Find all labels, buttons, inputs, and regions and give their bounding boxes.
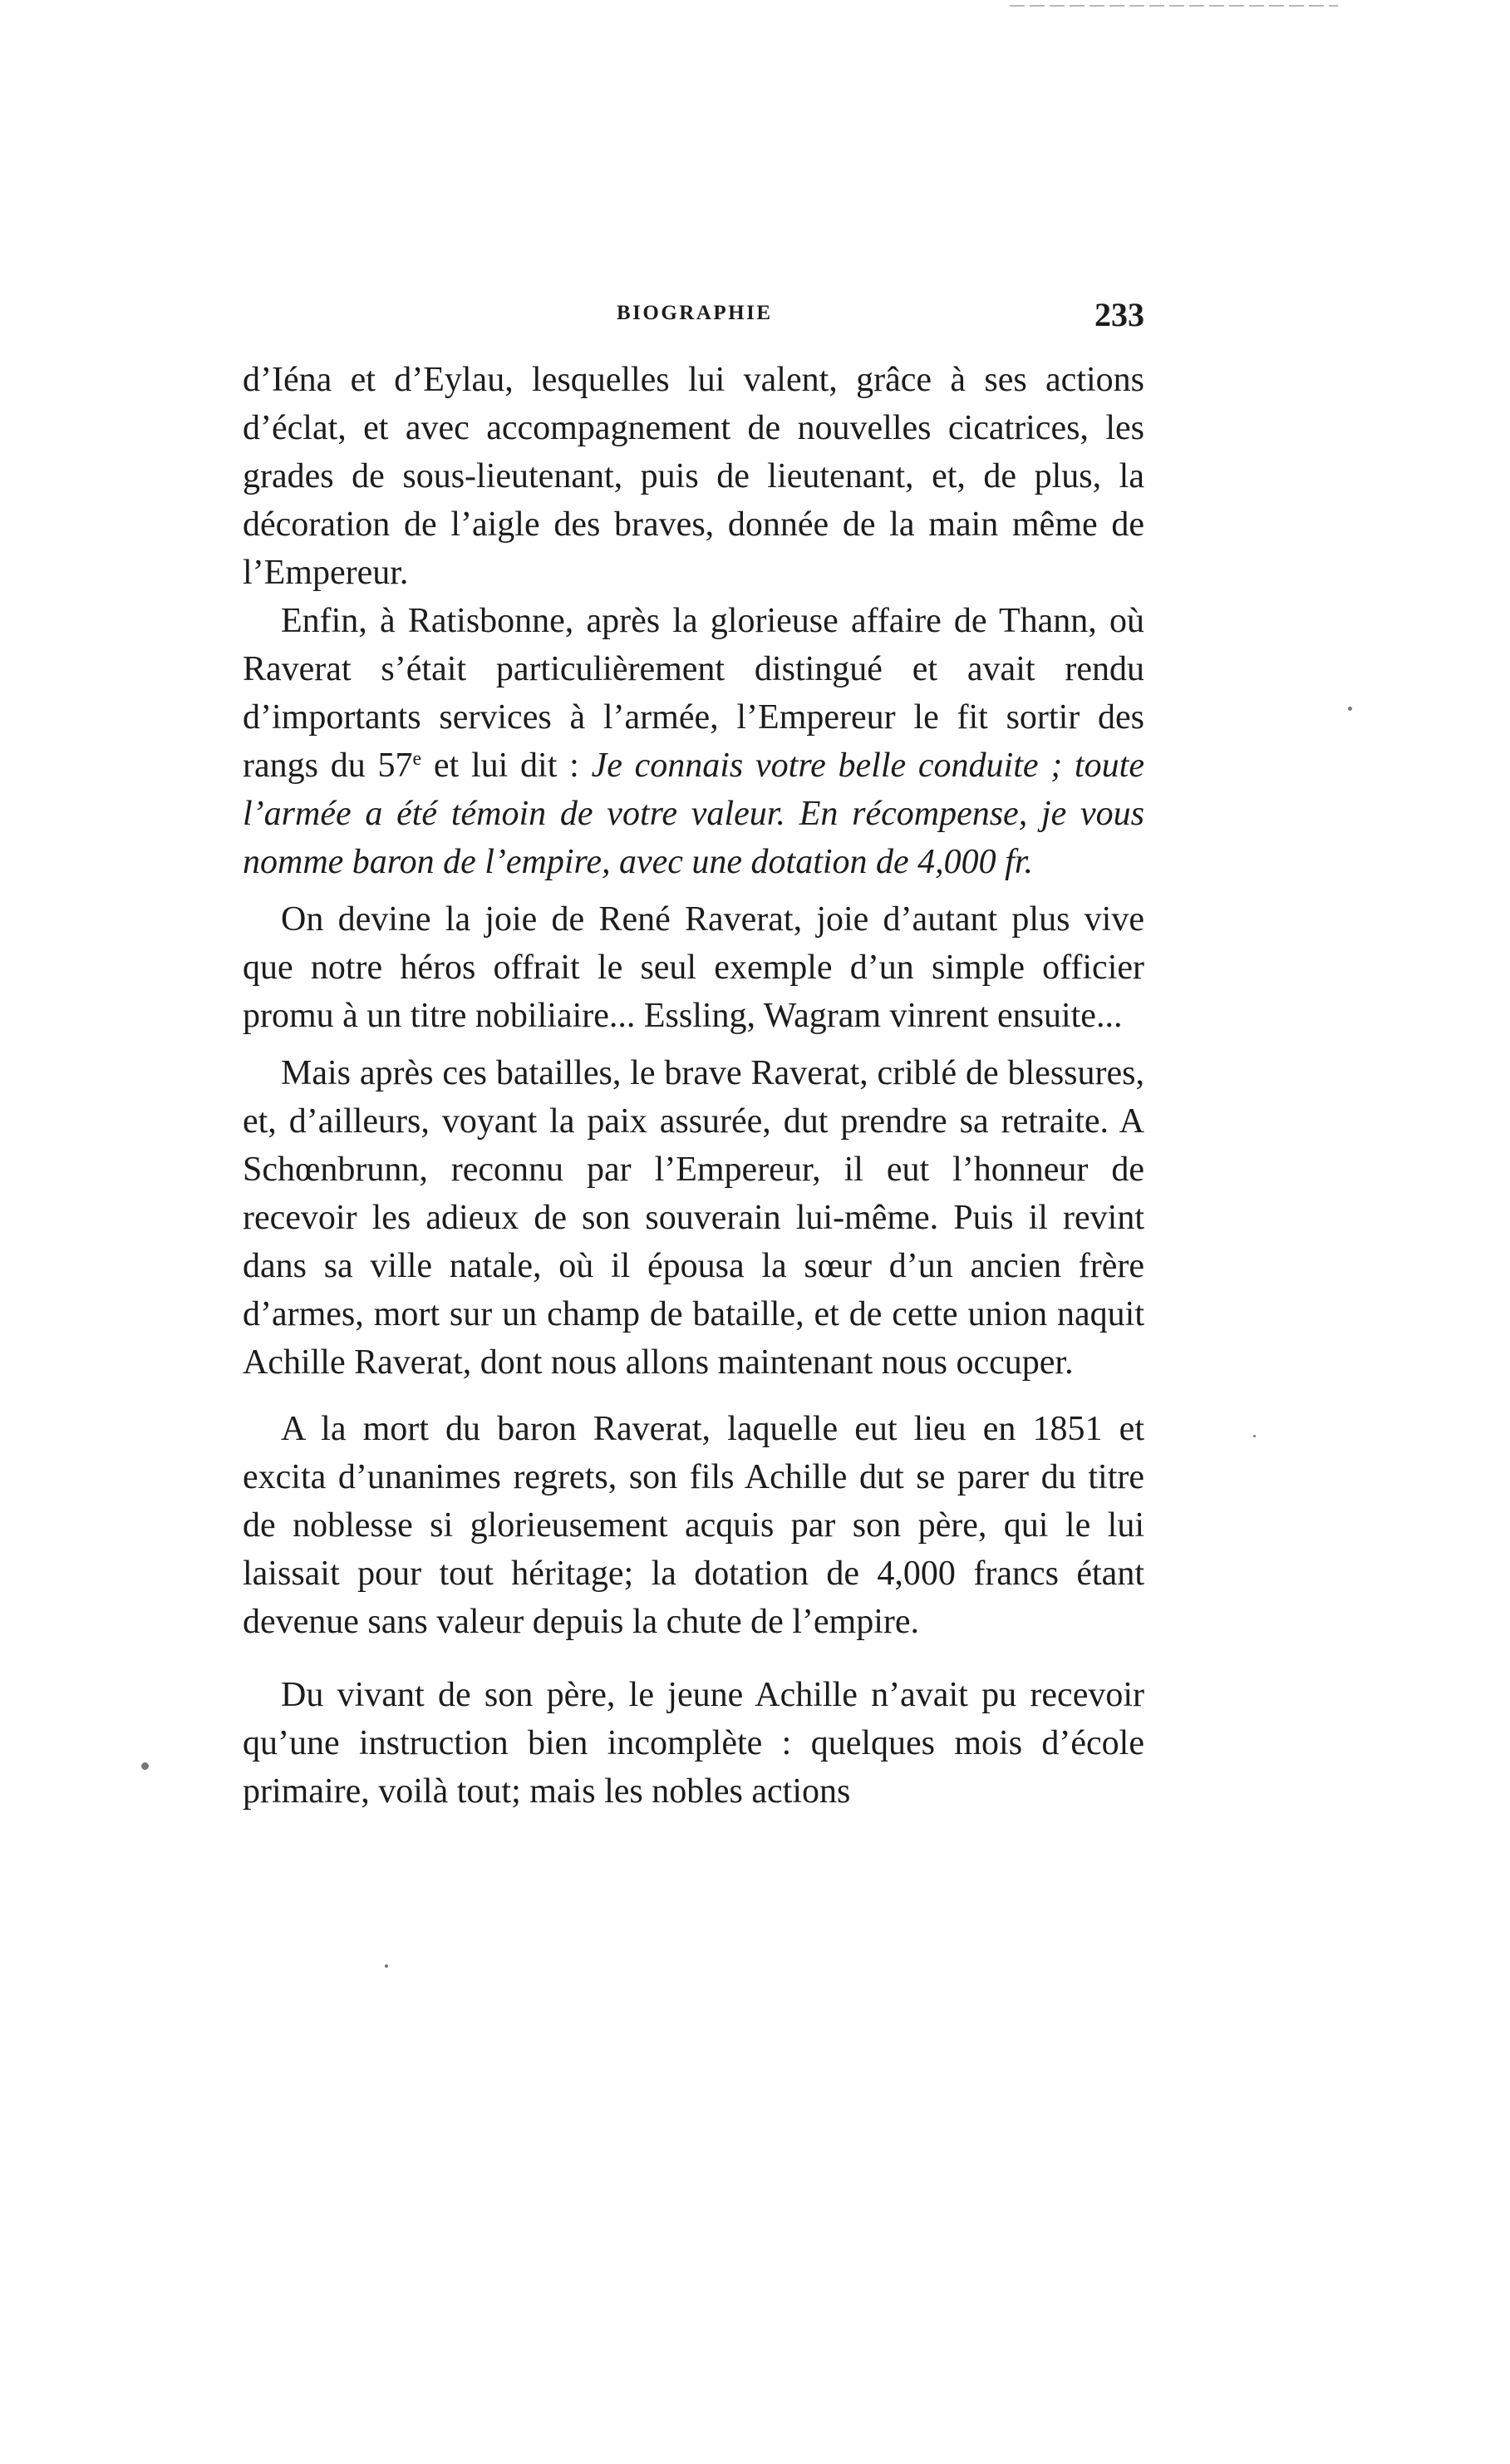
scan-speck [385,1964,388,1968]
page-header [243,295,1144,345]
paragraph [243,356,1144,597]
text-run: Mais après ces batailles, le brave Raverat, criblé de blessures, et, d’ailleurs, voyant la paix assurée, dut prendre sa retraite. A Schœnbrunn, reconnu par l’Empereur, il eut l’honneur de recevoir les adieux de son souverain lui-même. Puis il revint dans sa ville natale, où il épousa la sœur d’un ancien frère d’armes, mort sur un champ de bataille, et de cette union naquit Achille Raverat, dont nous allons maintenant nous occuper. [243,1054,1144,1382]
scan-speck [1253,1435,1256,1437]
page-number: 233 [1094,296,1144,333]
scan-artifact-rule [1010,5,1338,7]
superscript: e [412,748,422,770]
paragraph [243,1049,1144,1387]
paragraph [243,895,1144,1040]
paragraph [243,597,1144,886]
text-run: Enfin, à Ratisbonne, après la glorieuse affaire de Thann, où Raverat s’était particulièrement distingué et avait rendu d’importants services à l’armée, l’Empereur le fit sortir des rangs du 57 [243,602,1144,785]
text-run: et lui dit : [421,747,592,785]
paragraph [243,1405,1144,1646]
scan-speck [1348,707,1352,711]
paragraph [243,1671,1144,1816]
text-run: Du vivant de son père, le jeune Achille n’avait pu recevoir qu’une instruction bien incomplète : quelques mois d’école primaire, voilà tout; mais les nobles actions [243,1676,1144,1811]
body-text [243,356,1144,1816]
text-run: On devine la joie de René Raverat, joie d’autant plus vive que notre héros offrait le seul exemple d’un simple officier promu à un titre nobiliaire... Essling, Wagram vinrent ensuite... [243,900,1144,1035]
italic-quote: Je connais votre belle conduite ; toute l’armée a été témoin de votre valeur. En récompense, je vous nomme baron de l’empire, avec une dotation de 4,000 fr. [243,747,1144,881]
text-run: d’Iéna et d’Eylau, lesquelles lui valent, grâce à ses actions d’éclat, et avec accompagnement de nouvelles cicatrices, les grades de sous-lieutenant, puis de lieutenant, et, de plus, la décoration de l’aigle des braves, donnée de la main même de l’Empereur. [243,361,1144,592]
text-run: A la mort du baron Raverat, laquelle eut lieu en 1851 et excita d’unanimes regrets, son fils Achille dut se parer du titre de noblesse si glorieusement acquis par son père, qui le lui laissait pour tout héritage; la dotation de 4,000 francs étant devenue sans valeur depuis la chute de l’empire. [243,1410,1144,1641]
scan-speck [141,1762,149,1770]
running-head: BIOGRAPHIE [617,302,773,324]
